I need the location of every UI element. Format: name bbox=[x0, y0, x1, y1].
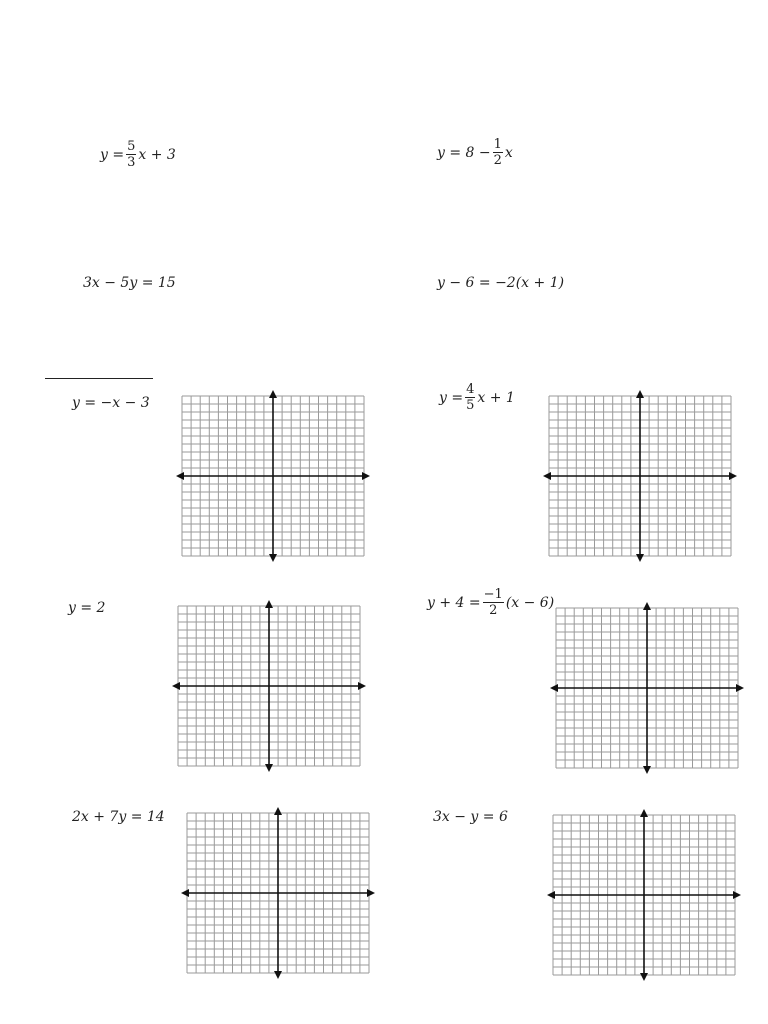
arrow-down-icon bbox=[274, 971, 282, 979]
arrow-down-icon bbox=[636, 554, 644, 562]
equation-6-rest: x + 1 bbox=[477, 389, 515, 406]
fraction-denominator: 5 bbox=[466, 398, 475, 413]
separator-line bbox=[45, 378, 153, 379]
equation-1-rest: x + 3 bbox=[138, 146, 176, 163]
fraction-denominator: 2 bbox=[493, 153, 502, 168]
arrow-right-icon bbox=[358, 682, 366, 690]
arrow-up-icon bbox=[640, 809, 648, 817]
equation-8-fraction bbox=[483, 588, 504, 617]
coordinate-grid-1[interactable] bbox=[182, 396, 364, 556]
equation-2-rest: x bbox=[504, 144, 513, 161]
arrow-up-icon bbox=[274, 807, 282, 815]
fraction-numerator: 1 bbox=[493, 137, 502, 152]
equation-2-fraction bbox=[493, 138, 503, 167]
fraction-denominator: 2 bbox=[489, 603, 498, 618]
coordinate-grid-6[interactable] bbox=[553, 815, 735, 975]
equation-9: 2x + 7y = 14 bbox=[72, 809, 165, 825]
equation-3: 3x − 5y = 15 bbox=[83, 275, 176, 291]
arrow-up-icon bbox=[643, 602, 651, 610]
arrow-right-icon bbox=[733, 891, 741, 899]
fraction-numerator: 4 bbox=[466, 382, 475, 397]
arrow-left-icon bbox=[181, 889, 189, 897]
equation-7: y = 2 bbox=[68, 600, 106, 616]
equation-5: y = −x − 3 bbox=[72, 395, 150, 411]
equation-8-lhs: y + 4 = bbox=[427, 594, 481, 611]
fraction-denominator: 3 bbox=[127, 155, 136, 170]
arrow-right-icon bbox=[729, 472, 737, 480]
fraction-numerator: 5 bbox=[127, 139, 136, 154]
equation-6-lhs: y = bbox=[439, 389, 464, 406]
arrow-right-icon bbox=[736, 684, 744, 692]
equation-10: 3x − y = 6 bbox=[433, 809, 508, 825]
equation-1-lhs: y = bbox=[100, 146, 125, 163]
coordinate-grid-4[interactable] bbox=[556, 608, 738, 768]
arrow-right-icon bbox=[367, 889, 375, 897]
arrow-up-icon bbox=[636, 390, 644, 398]
arrow-right-icon bbox=[362, 472, 370, 480]
equation-2 bbox=[437, 138, 513, 167]
equation-6-fraction bbox=[465, 383, 475, 412]
equation-6 bbox=[439, 383, 515, 412]
coordinate-grid-5[interactable] bbox=[187, 813, 369, 973]
arrow-left-icon bbox=[547, 891, 555, 899]
arrow-left-icon bbox=[172, 682, 180, 690]
equation-2-lhs: y = 8 − bbox=[437, 144, 491, 161]
arrow-up-icon bbox=[265, 600, 273, 608]
arrow-down-icon bbox=[269, 554, 277, 562]
arrow-left-icon bbox=[550, 684, 558, 692]
equation-4: y − 6 = −2(x + 1) bbox=[437, 275, 565, 291]
equation-8 bbox=[427, 588, 554, 617]
arrow-left-icon bbox=[176, 472, 184, 480]
fraction-numerator: −1 bbox=[483, 587, 503, 602]
arrow-left-icon bbox=[543, 472, 551, 480]
equation-1 bbox=[100, 140, 176, 169]
arrow-down-icon bbox=[265, 764, 273, 772]
coordinate-grid-2[interactable] bbox=[549, 396, 731, 556]
equation-8-rest: (x − 6) bbox=[505, 594, 555, 611]
arrow-down-icon bbox=[643, 766, 651, 774]
arrow-down-icon bbox=[640, 973, 648, 981]
equation-1-fraction bbox=[126, 140, 136, 169]
arrow-up-icon bbox=[269, 390, 277, 398]
coordinate-grid-3[interactable] bbox=[178, 606, 360, 766]
